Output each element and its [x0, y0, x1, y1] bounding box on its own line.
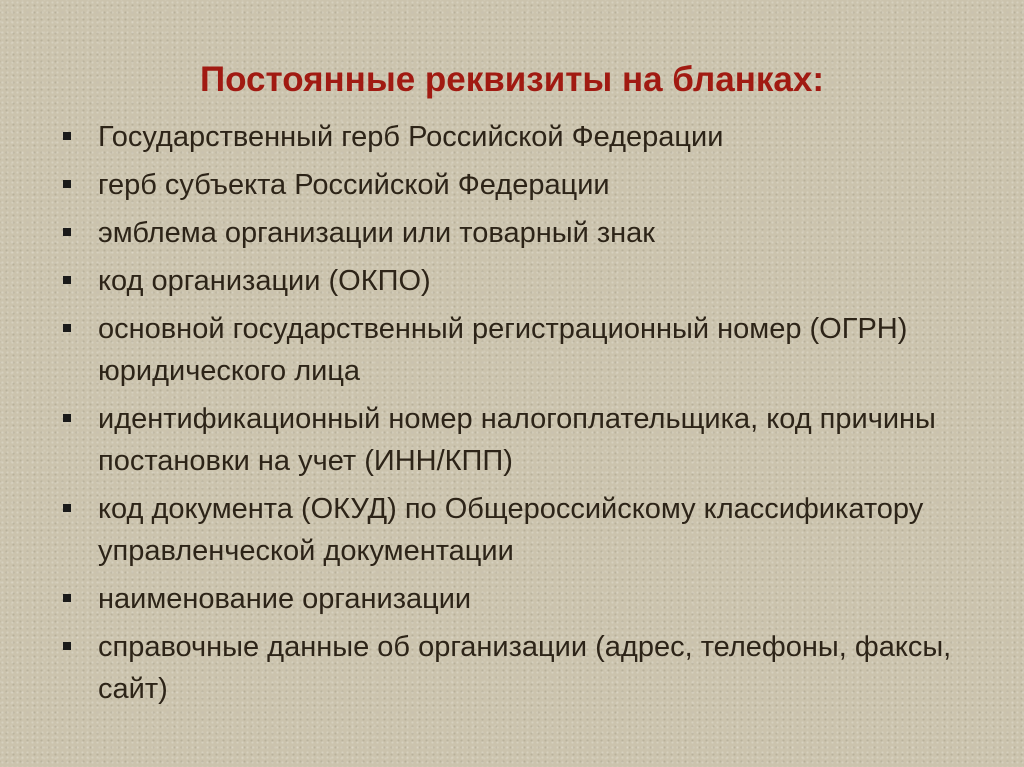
square-bullet-icon	[63, 132, 71, 140]
bullet-text: код документа (ОКУД) по Общероссийскому классификатору управленческой документации	[98, 493, 924, 567]
bullet-text: наименование организации	[98, 583, 472, 615]
bullet-item	[60, 116, 960, 158]
slide-title: Постоянные реквизиты на бланках:	[199, 60, 824, 99]
bullet-list	[60, 116, 960, 716]
square-bullet-icon	[63, 594, 71, 602]
bullet-text: основной государственный регистрационный номер (ОГРН) юридического лица	[98, 313, 908, 387]
bullet-item	[60, 308, 960, 392]
square-bullet-icon	[63, 324, 71, 332]
bullet-text: идентификационный номер налогоплательщика, код причины постановки на учет (ИНН/КПП)	[98, 403, 936, 477]
bullet-text: эмблема организации или товарный знак	[98, 217, 655, 249]
bullet-text: справочные данные об организации (адрес, телефоны, факсы, сайт)	[98, 631, 952, 705]
bullet-text: код организации (ОКПО)	[98, 265, 431, 297]
bullet-item	[60, 260, 960, 302]
bullet-item	[60, 578, 960, 620]
bullet-text: Государственный герб Российской Федерации	[98, 121, 724, 153]
square-bullet-icon	[63, 180, 71, 188]
bullet-item	[60, 164, 960, 206]
bullet-item	[60, 212, 960, 254]
bullet-item	[60, 626, 960, 710]
bullet-text: герб субъекта Российской Федерации	[98, 169, 610, 201]
square-bullet-icon	[63, 414, 71, 422]
square-bullet-icon	[63, 642, 71, 650]
square-bullet-icon	[63, 504, 71, 512]
bullet-item	[60, 398, 960, 482]
square-bullet-icon	[63, 276, 71, 284]
square-bullet-icon	[63, 228, 71, 236]
bullet-item	[60, 488, 960, 572]
